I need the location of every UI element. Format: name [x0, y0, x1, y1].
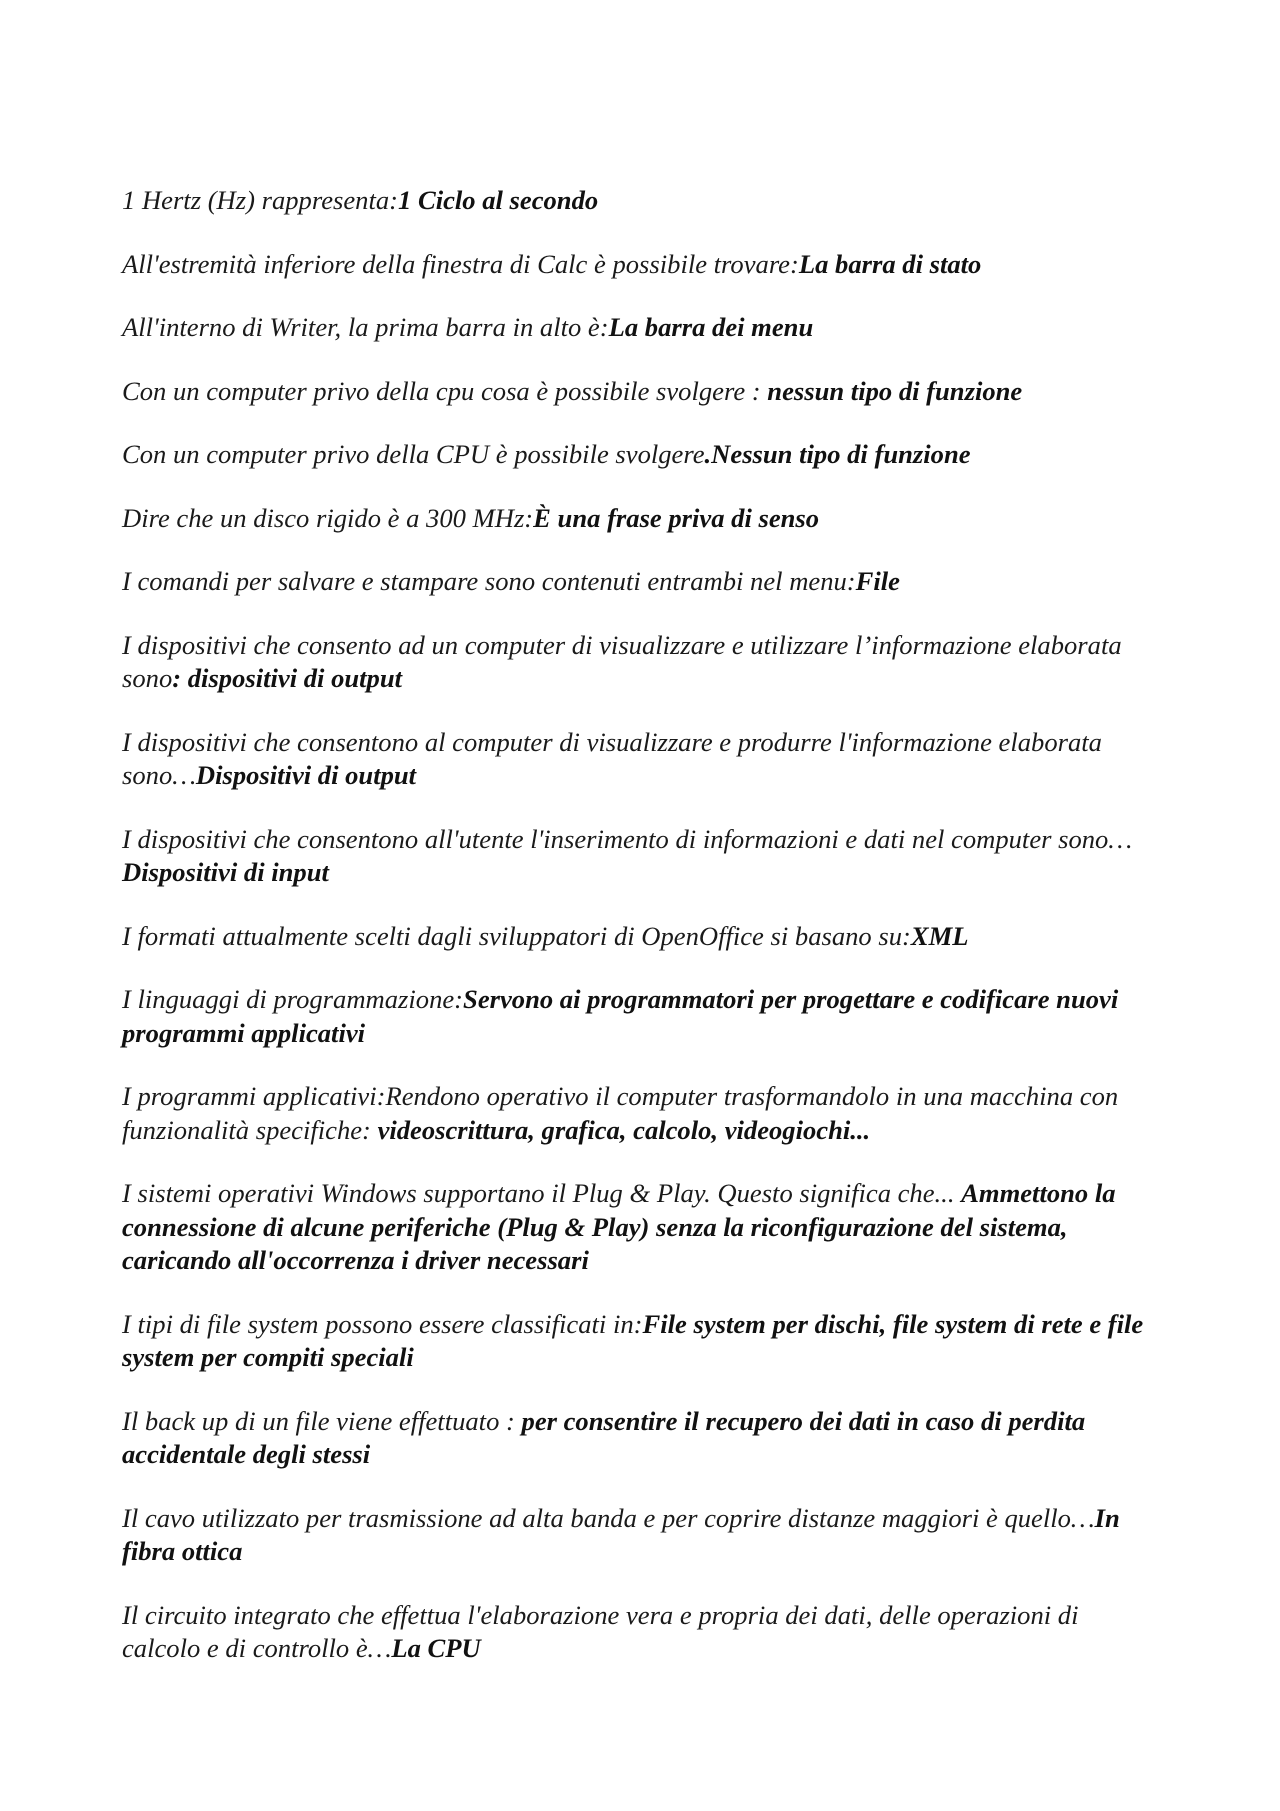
qa-item — [122, 1405, 1162, 1472]
answer-text: videoscrittura, grafica, calcolo, videogiochi... — [377, 1114, 871, 1145]
question-text: I programmi applicativi:Rendono operativo il computer trasformandolo in una macchina con funzionalità specifiche: — [122, 1081, 1119, 1145]
question-text: I formati attualmente scelti dagli sviluppatori di OpenOffice si basano su: — [122, 920, 911, 951]
question-text: Con un computer privo della CPU è possibile svolgere — [122, 439, 705, 469]
qa-item — [122, 1080, 1162, 1147]
question-text: Il cavo utilizzato per trasmissione ad alta banda e per coprire distanze maggiori è quello… — [122, 1502, 1095, 1533]
document-page — [122, 184, 1162, 1696]
qa-item — [122, 1599, 1162, 1666]
question-text: All'estremità inferiore della finestra di Calc è possibile trovare: — [122, 248, 799, 279]
question-text: Con un computer privo della cpu cosa è possibile svolgere : — [122, 375, 768, 406]
qa-item — [122, 1502, 1162, 1569]
answer-text: Dispositivi di output — [195, 760, 417, 790]
question-text: I tipi di file system possono essere classificati in: — [122, 1308, 643, 1339]
question-text: I dispositivi che consentono al computer di visualizzare e produrre l'informazione elaborata sono… — [122, 726, 1102, 790]
qa-item — [122, 565, 1162, 599]
question-text: Il circuito integrato che effettua l'elaborazione vera e propria dei dati, delle operazioni di calcolo e di controllo è… — [122, 1599, 1079, 1663]
qa-item — [122, 1308, 1162, 1375]
answer-text: 1 Ciclo al secondo — [398, 185, 599, 215]
answer-text: Servono ai programmatori per progettare e codificare nuovi programmi applicativi — [122, 984, 1119, 1048]
question-text: I linguaggi di programmazione: — [122, 984, 464, 1014]
question-text: Il back up di un file viene effettuato : — [122, 1405, 522, 1436]
answer-text: nessun tipo di funzione — [767, 375, 1023, 406]
question-text: I sistemi operativi Windows supportano il Plug & Play. Questo significa che... — [122, 1178, 962, 1208]
answer-text: : dispositivi di output — [172, 663, 403, 693]
qa-item — [122, 184, 1162, 218]
qa-item — [122, 502, 1162, 536]
answer-text: La CPU — [391, 1633, 481, 1663]
qa-item — [122, 983, 1162, 1050]
qa-item — [122, 629, 1162, 696]
question-text: I comandi per salvare e stampare sono contenuti entrambi nel menu: — [122, 566, 856, 596]
answer-text: Dispositivi di input — [122, 857, 329, 887]
qa-item — [122, 920, 1162, 954]
question-text: I dispositivi che consentono all'utente l'inserimento di informazioni e dati nel computer sono… — [122, 823, 1133, 854]
answer-text: La barra di stato — [798, 248, 982, 279]
qa-item — [122, 726, 1162, 793]
answer-text: In fibra ottica — [122, 1502, 1120, 1566]
question-text: I dispositivi che consento ad un computer di visualizzare e utilizzare l’informazione elaborata sono — [122, 629, 1122, 693]
qa-item — [122, 248, 1162, 282]
answer-text: È una frase priva di senso — [533, 502, 820, 533]
answer-text: Ammettono la connessione di alcune periferiche (Plug & Play) senza la riconfigurazione del sistema, caricando all'occorrenza i driver necessari — [122, 1178, 1116, 1275]
answer-text: File system per dischi, file system di rete e file system per compiti speciali — [122, 1308, 1144, 1372]
question-text: All'interno di Writer, la prima barra in alto è: — [122, 312, 609, 342]
question-text: Dire che un disco rigido è a 300 MHz: — [122, 502, 534, 533]
question-text: 1 Hertz (Hz) rappresenta: — [122, 185, 399, 215]
qa-item — [122, 1177, 1162, 1278]
answer-text: .Nessun tipo di funzione — [704, 439, 971, 469]
answer-text: XML — [910, 920, 969, 951]
answer-text: per consentire il recupero dei dati in caso di perdita accidentale degli stessi — [122, 1405, 1086, 1469]
qa-item — [122, 438, 1162, 472]
answer-text: La barra dei menu — [608, 312, 814, 342]
qa-item — [122, 311, 1162, 345]
answer-text: File — [855, 566, 900, 596]
qa-item — [122, 375, 1162, 409]
qa-item — [122, 823, 1162, 890]
